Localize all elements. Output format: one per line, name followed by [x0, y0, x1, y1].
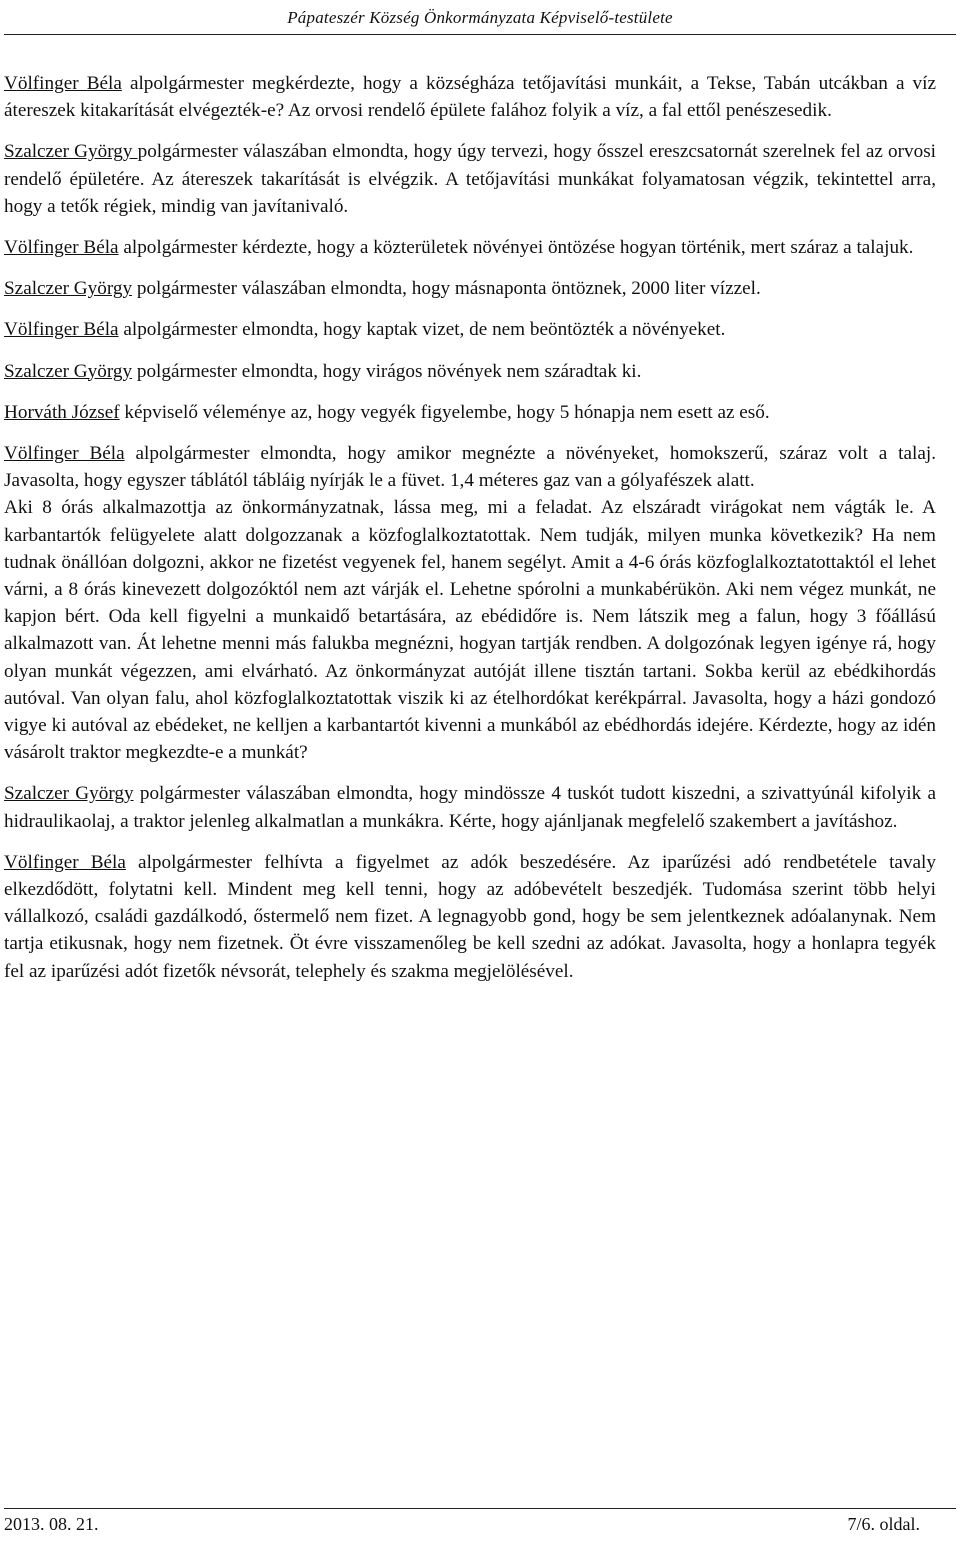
paragraph-text: alpolgármester kérdezte, hogy a közterületek növényei öntözése hogyan történik, mert száraz a talajuk. — [118, 237, 914, 259]
paragraph-text: alpolgármester elmondta, hogy kaptak vizet, de nem beöntözték a növényeket. — [118, 319, 726, 341]
speaker-name: Völfinger Béla — [4, 851, 126, 873]
document-body — [4, 70, 936, 999]
speaker-name: Völfinger Béla — [4, 73, 122, 94]
speaker-name: Szalczer György — [4, 360, 133, 382]
speaker-name: Völfinger Béla — [4, 237, 119, 259]
paragraph — [4, 316, 936, 343]
header-title: Pápateszér Község Önkormányzata Képviselő-testülete — [287, 8, 673, 27]
paragraph-text: polgármester válaszában elmondta, hogy másnaponta öntöznek, 2000 liter vízzel. — [132, 278, 761, 300]
speaker-name: Horváth József — [4, 401, 120, 423]
speaker-name: Völfinger Béla — [4, 319, 119, 341]
page-number: 7/6. oldal. — [847, 1514, 920, 1534]
paragraph-text: alpolgármester felhívta a figyelmet az adók beszedésére. Az iparűzési adó rendbetétele tavaly elkezdődött, folytatni kell. Mindent meg kell tenni, hogy az adóbevételt beszedjék. Tudomása szerint több helyi vállalkozó, családi gazdálkodó, őstermelő nem fizet. A legnagyobb gond, hogy be sem jelentkeznek adóalanynak. Nem tartja etikusnak, hogy nem fizetnek. Öt évre visszamenőleg be kell szedni az adókat. Javasolta, hogy a honlapra tegyék fel az iparűzési adót fizetők névsorát, telephely és szakma megjelölésével. — [4, 851, 936, 982]
paragraph-text: polgármester válaszában elmondta, hogy úgy tervezi, hogy ősszel ereszcsatornát szerelnek fel az orvosi rendelő épületére. Az átereszek takarítását is elvégzik. A tetőjavítási munkákat folyamatosan végzik, tekintettel arra, hogy a tetők régiek, mindig van javítanivaló. — [4, 141, 936, 217]
paragraph — [4, 234, 936, 261]
paragraph-text: alpolgármester elmondta, hogy amikor megnézte a növényeket, homokszerű, száraz volt a talaj. Javasolta, hogy egyszer táblától tábláig nyírják le a füvet. 1,4 méteres gaz van a gólyafészek alatt. — [4, 443, 936, 492]
paragraph — [4, 358, 936, 385]
paragraph — [4, 849, 936, 985]
paragraph-text: alpolgármester megkérdezte, hogy a községháza tetőjavítási munkáit, a Tekse, Tabán utcákban a víz átereszek kitakarítását elvégezték-e? Az orvosi rendelő épülete falához folyik a víz, a fal ettől penészesedik. — [4, 73, 936, 122]
footer-divider — [4, 1508, 956, 1509]
paragraph — [4, 70, 936, 124]
page-footer — [4, 1508, 920, 1536]
paragraph — [4, 138, 936, 220]
header-divider — [4, 34, 956, 35]
speaker-name: Szalczer György — [4, 783, 134, 805]
paragraph — [4, 440, 936, 494]
speaker-name: Szalczer György — [4, 141, 138, 163]
page-header — [0, 0, 960, 36]
speaker-name: Szalczer György — [4, 278, 133, 300]
paragraph — [4, 275, 936, 302]
paragraph-text: polgármester válaszában elmondta, hogy mindössze 4 tuskót tudott kiszedni, a szivattyúnál kifolyik a hidraulikaolaj, a traktor jelenleg alkalmatlan a munkákra. Kérte, hogy ajánljanak megfelelő szakembert a javításhoz. — [4, 783, 937, 832]
footer-date: 2013. 08. 21. — [4, 1514, 99, 1534]
paragraph-text: Aki 8 órás alkalmazottja az önkormányzatnak, lássa meg, mi a feladat. Az elszáradt virágokat nem vágták le. A karbantartók felügyelete alatt dolgozzanak a közfoglalkoztatottak. Nem tudják, milyen munka következik? Ha nem tudnak önállóan dolgozni, akkor ne fizetést vegyenek fel, hanem segélyt. Amit a 4-6 órás közfoglalkoztatottaktól el lehet várni, a 8 órás kinevezett dolgozóktól nem azt várják el. Lehetne spórolni a munkabérükön. Aki nem végez munkát, ne kapjon bért. Oda kell figyelni a munkaidő betartására, az ebédidőre is. Nem látszik meg a falun, hogy 3 főállású alkalmazott van. Át lehetne menni más falukba megnézni, hogyan tartják rendben. A dolgozónak legyen igénye rá, hogy olyan munkát végezzen, ami elvárható. Az önkormányzat autóját illene tisztán tartani. Sokba kerül az ebédkihordás autóval. Van olyan falu, ahol közfoglalkoztatottak viszik ki az ételhordókat kerékpárral. Javasolta, hogy a házi gondozó vigye ki autóval az ebédeket, ne kelljen a karbantartót kivenni a munkából az ebédhordás idejére. Kérdezte, hogy az idén vásárolt traktor megkezdte-e a munkát? — [4, 497, 936, 764]
speaker-name: Völfinger Béla — [4, 443, 125, 465]
paragraph — [4, 399, 936, 426]
paragraph — [4, 780, 936, 834]
paragraph — [4, 494, 936, 766]
paragraph-text: képviselő véleménye az, hogy vegyék figyelembe, hogy 5 hónapja nem esett az eső. — [119, 401, 770, 423]
paragraph-text: polgármester elmondta, hogy virágos növények nem száradtak ki. — [132, 360, 642, 382]
